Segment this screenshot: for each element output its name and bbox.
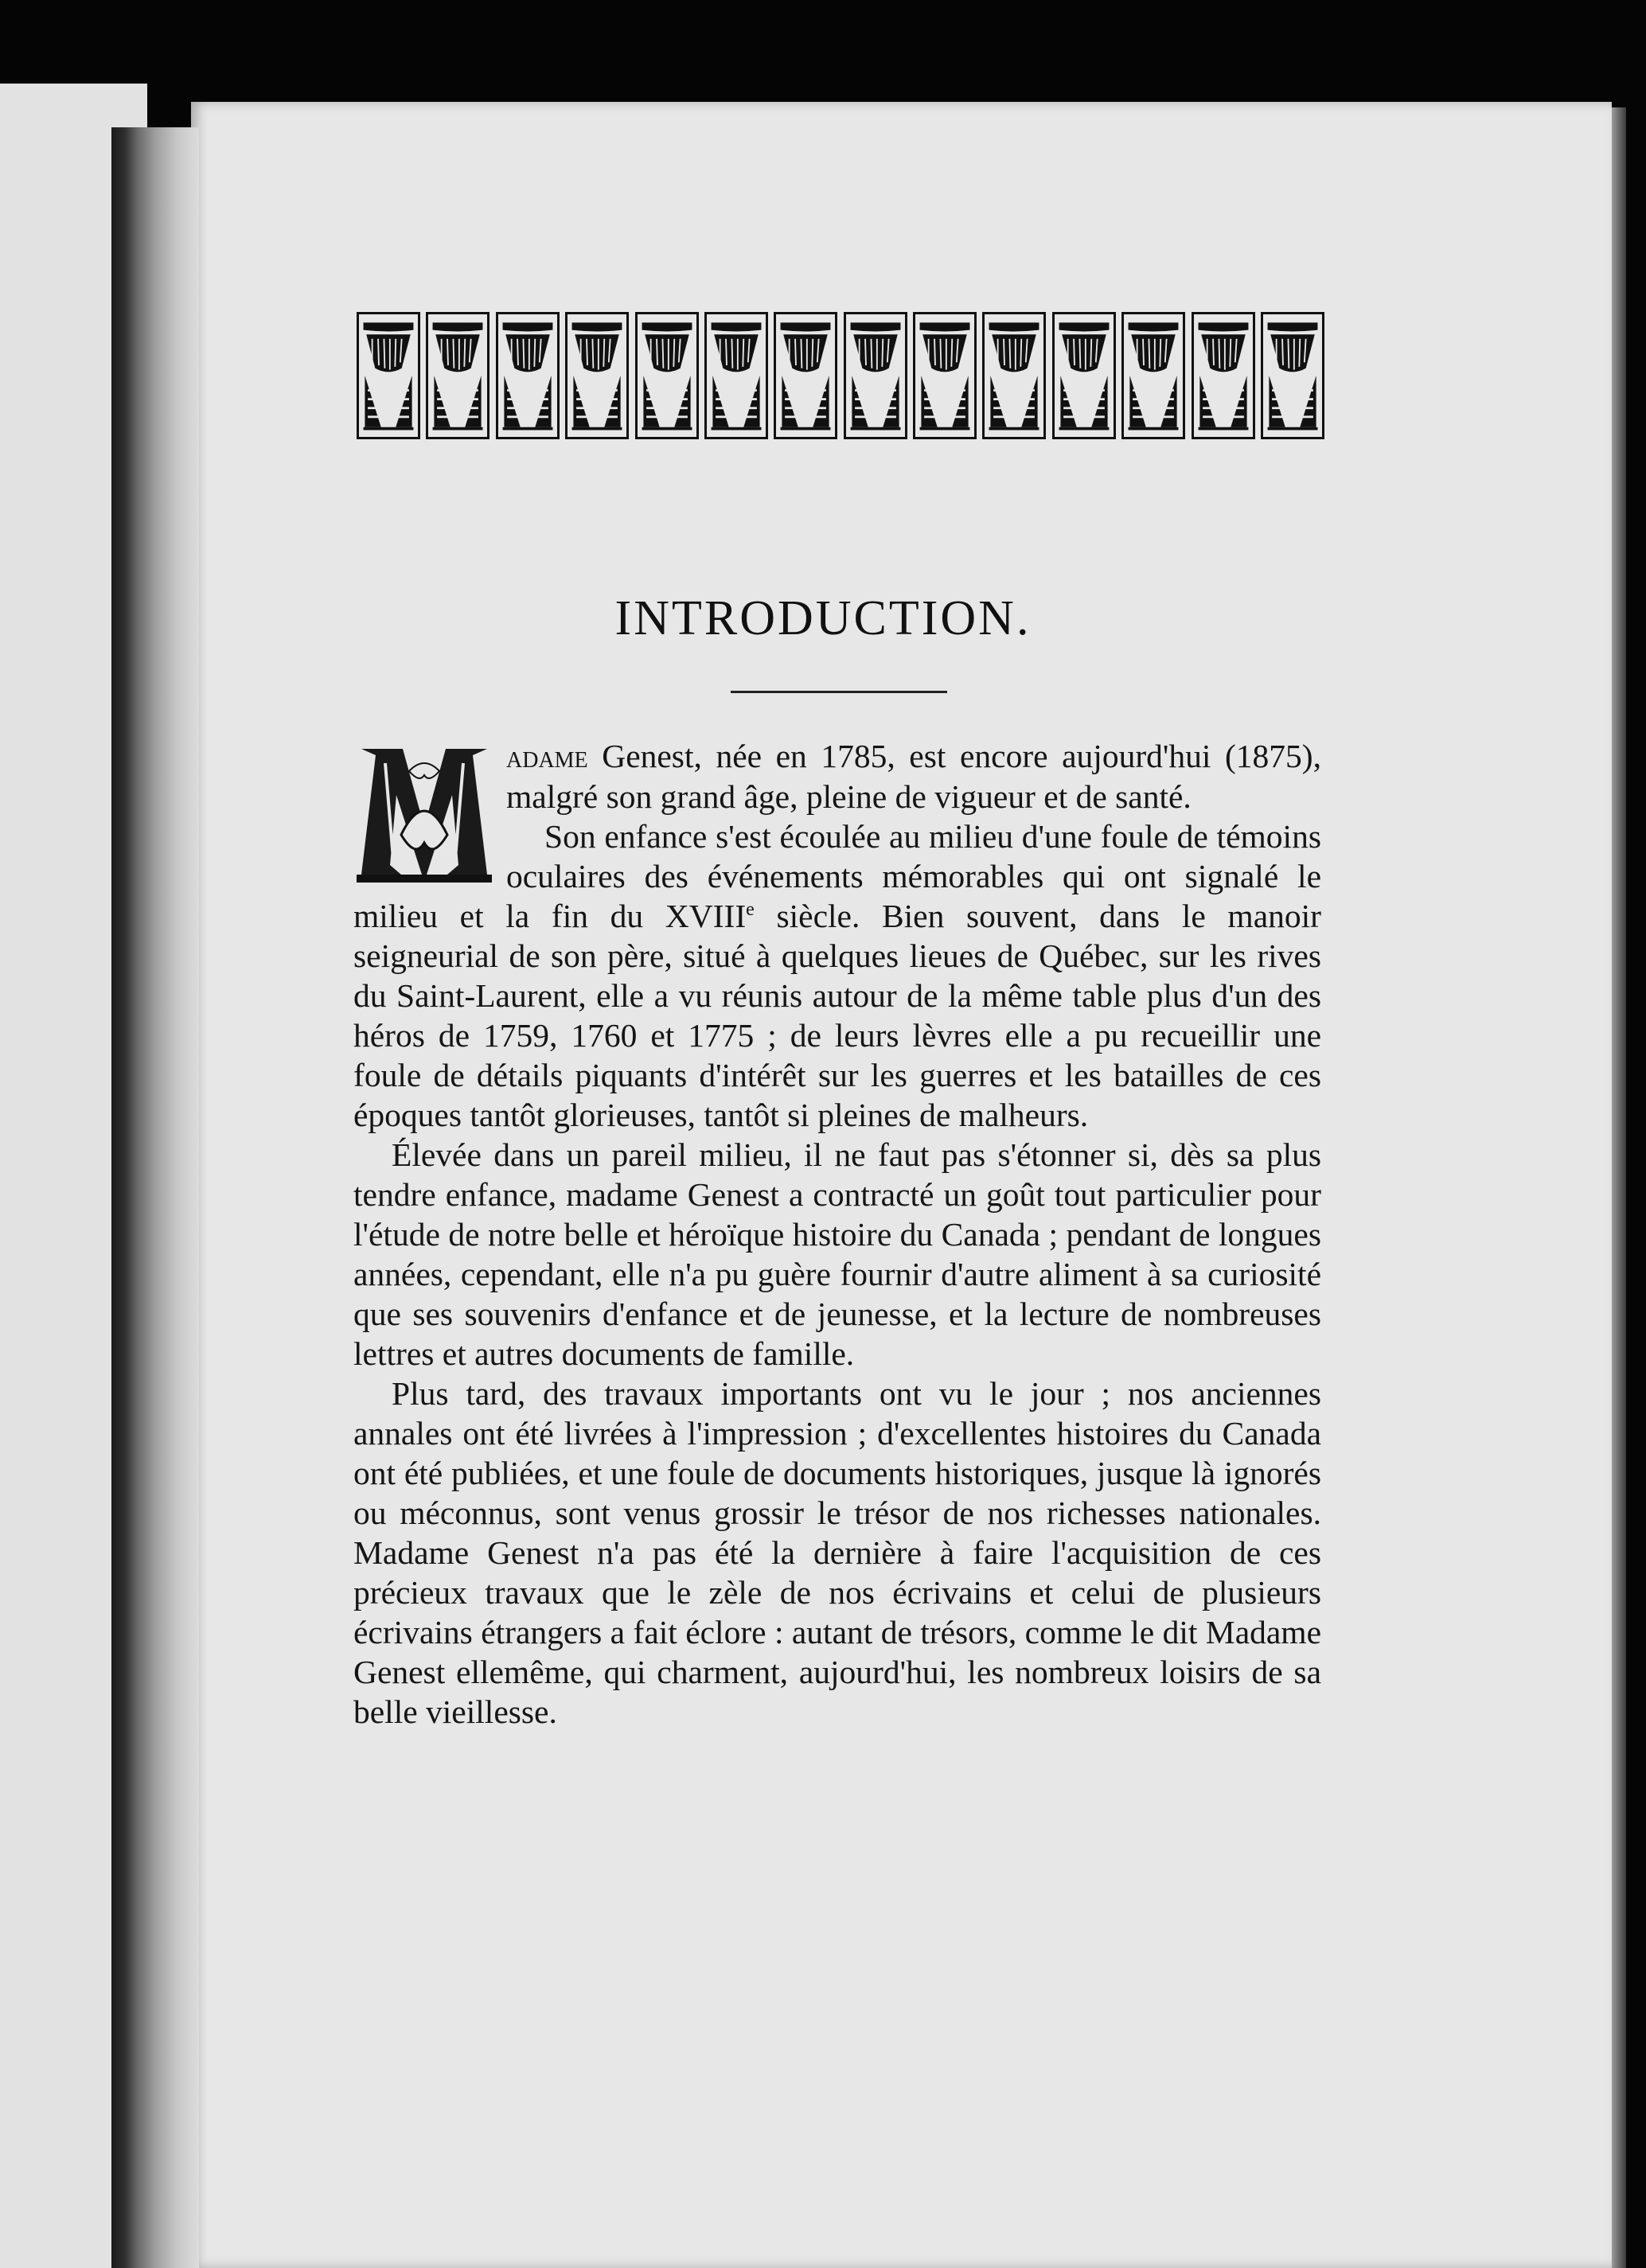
ornament-tile: [982, 312, 1046, 439]
paragraph-3: Élevée dans un pareil milieu, il ne faut pas s'étonner si, dès sa plus tendre enfance, madame Genest a contracté un goût tout particulier pour l'étude de notre belle et héroïque histoire du Canada ; pendant de longues années, cependant, elle n'a pu guère fournir d'autre aliment à sa curiosité que ses souvenirs d'enfance et de jeunesse, et la lecture de nombreuses lettres et autres documents de famille.: [353, 1136, 1321, 1372]
ornament-tile: [774, 312, 837, 439]
drop-cap-ornament: [353, 739, 495, 887]
body-text: [353, 736, 1321, 1732]
paragraph-2-text: Son enfance s'est écoulée au milieu d'une foule de témoins oculaires des événements mémorables qui ont signalé le milieu et la fin du XVIII: [353, 818, 1321, 934]
ornament-tile: [1052, 312, 1116, 439]
ornament-tile: [496, 312, 560, 439]
ornament-tile: [426, 312, 490, 439]
ornament-tile: [704, 312, 768, 439]
title-rule: [731, 691, 947, 693]
page-edge: [1612, 107, 1626, 2268]
paragraph-1-text: Genest, née en 1785, est encore aujourd'hui (1875), malgré son grand âge, pleine de vigueur et de santé.: [506, 738, 1322, 815]
page-title: INTRODUCTION.: [614, 591, 1032, 645]
ornament-tile: [1261, 312, 1324, 439]
paragraph-4: Plus tard, des travaux importants ont vu le jour ; nos anciennes annales ont été livrées à l'impression ; d'excellentes histoires du Canada ont été publiées, et une foule de documents historiques, jusque là ignorés ou méconnus, sont venus grossir le trésor de nos richesses nationales. Madame Genest n'a pas été la dernière à faire l'acquisition de ces précieux travaux que le zèle de nos écrivains et celui de plusieurs écrivains étrangers a fait éclore : autant de trésors, comme le dit Madame Genest ellemême, qui charment, aujourd'hui, les nombreux loisirs de sa belle vieillesse.: [353, 1375, 1321, 1730]
ornament-tile: [357, 312, 420, 439]
ornamental-header-band: [357, 312, 1324, 442]
ornament-tile: [1192, 312, 1255, 439]
ornament-tile: [635, 312, 699, 439]
opening-word: adame: [506, 738, 588, 774]
paragraph-1: [353, 736, 1321, 816]
ornament-tile: [844, 312, 907, 439]
ornament-tile: [565, 312, 629, 439]
ornament-tile: [913, 312, 977, 439]
century-superscript: e: [746, 899, 755, 921]
book-spine: [111, 127, 199, 2268]
paragraph-2: [353, 816, 1321, 1135]
ornament-tile: [1121, 312, 1185, 439]
paragraph-2-rest: siècle. Bien souvent, dans le manoir seigneurial de son père, situé à quelques lieues de Québec, sur les rives du Saint-Laurent, elle a vu réunis autour de la même table plus d'un des héros de 1759, 1760 et 1775 ; de leurs lèvres elle a pu recueillir une foule de détails piquants d'intérêt sur les guerres et les batailles de ces époques tantôt glorieuses, tantôt si pleines de malheurs.: [353, 898, 1321, 1133]
